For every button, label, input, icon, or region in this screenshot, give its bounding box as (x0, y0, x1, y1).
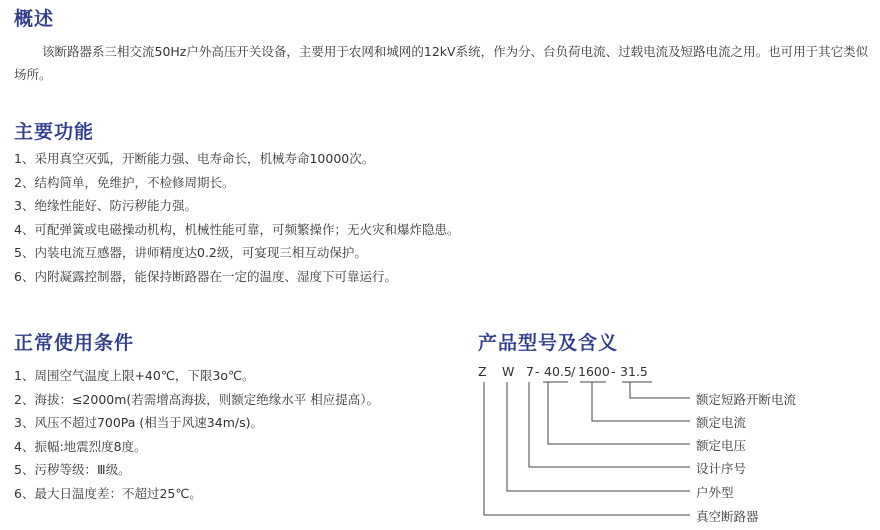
list-item: 5、内装电流互感器，讲师精度达0.2级，可宴现三相互动保护。 (14, 245, 367, 260)
overview-heading: 概述 (14, 8, 55, 30)
model-segment: 7 (526, 364, 534, 379)
model-segment: W (502, 364, 515, 379)
model-meaning-label: 额定电流 (696, 415, 747, 430)
list-item: 4、振幅:地震烈度8度。 (14, 438, 147, 454)
model-segment: 31.5 (620, 364, 648, 379)
overview-text: 该断路器系三相交流50Hz户外高压开关设备，主要用于农网和城网的12kV系统，作为分、台负荷电流、过载电流及短路电流之用。也可用于其它类似场所。 (14, 44, 869, 82)
model-segment: 40.5 (544, 364, 572, 379)
list-item: 1、周围空气温度上限+40℃，下限3o℃。 (14, 368, 255, 383)
list-item: 2、海拔：≤2000m(若需增高海拔，则额定绝缘水平 相应提高）。 (14, 391, 380, 407)
model-segment: 1600 (578, 364, 610, 379)
model-segment: / (571, 364, 576, 379)
model-meaning-label: 真空断路器 (696, 509, 759, 524)
list-item: 5、污秽等级：Ⅲ级。 (14, 462, 131, 477)
model-meaning-label: 额定短路开断电流 (696, 392, 797, 407)
list-item: 3、绝缘性能好、防污秽能力强。 (14, 198, 197, 213)
list-item: 2、结构简单，免维护，不检修周期长。 (14, 174, 235, 190)
list-item: 1、采用真空灭弧，开断能力强、电寿命长，机械寿命10000次。 (14, 151, 375, 166)
model-segment: - (535, 364, 540, 379)
model-meaning-label: 额定电压 (696, 438, 747, 453)
list-item: 6、最大日温度差：不超过25℃。 (14, 485, 202, 501)
model-heading: 产品型号及含义 (478, 332, 619, 354)
model-segment: - (611, 364, 616, 379)
functions-heading: 主要功能 (14, 121, 95, 143)
model-meaning-label: 户外型 (696, 485, 734, 500)
list-item: 4、可配弹簧或电磁操动机构，机械性能可靠，可频繁操作；无火灾和爆炸隐患。 (14, 221, 460, 237)
model-meaning-label: 设计序号 (696, 461, 747, 476)
list-item: 6、内附凝露控制器，能保持断路器在一定的温度、湿度下可靠运行。 (14, 268, 397, 284)
list-item: 3、风压不超过700Pa (相当于风速34m/s)。 (14, 415, 263, 430)
model-segment: Z (478, 364, 487, 379)
conditions-heading: 正常使用条件 (14, 332, 135, 354)
